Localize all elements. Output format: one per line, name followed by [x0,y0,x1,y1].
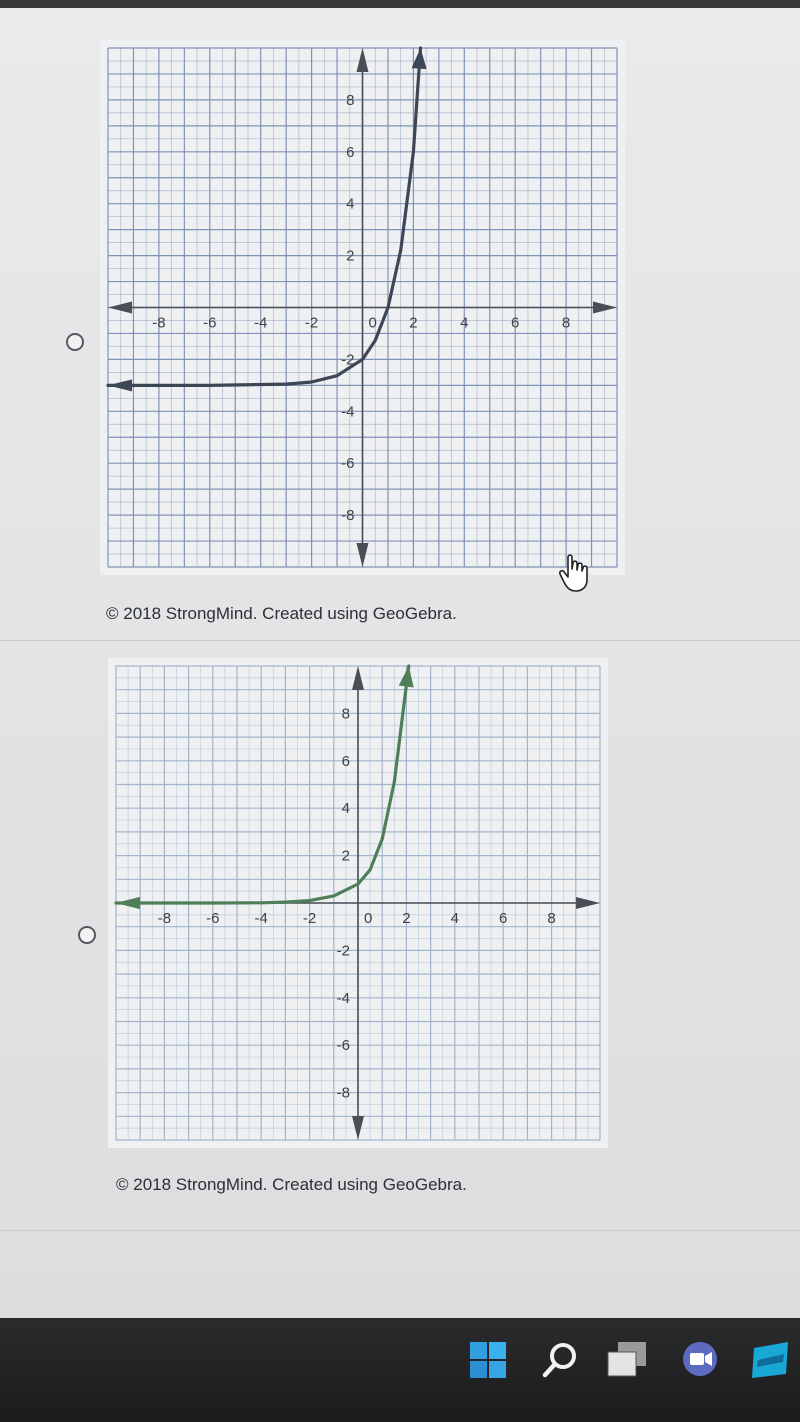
option-2-radio[interactable] [78,926,96,944]
x-tick-label: -6 [203,314,217,332]
x-tick-label: -4 [254,314,268,332]
y-tick-label: 8 [346,91,355,109]
origin-label: 0 [368,314,377,332]
option-1-credit: © 2018 StrongMind. Created using GeoGebra. [106,604,457,623]
option-1-radio[interactable] [66,333,84,351]
x-tick-label: -2 [302,910,317,927]
y-tick-label: -8 [336,1084,350,1102]
y-tick-label: 4 [341,800,350,818]
graph-svg [100,40,625,575]
y-tick-label: -8 [341,507,355,525]
task-view-icon[interactable] [604,1340,652,1380]
x-tick-label: 2 [402,910,411,927]
x-tick-label: 4 [450,910,459,927]
x-tick-label: -8 [152,314,166,332]
option-2-credit: © 2018 StrongMind. Created using GeoGebra. [116,1175,467,1194]
graph-svg [108,658,608,1148]
y-tick-label: -4 [341,403,355,421]
windows-start-icon[interactable] [468,1340,508,1380]
y-tick-label: -6 [341,455,355,473]
x-tick-label: 6 [511,314,520,332]
y-tick-label: -2 [341,351,355,369]
y-tick-label: 2 [346,247,355,265]
origin-label: 0 [364,910,373,927]
y-tick-label: 4 [346,195,355,213]
y-tick-label: 2 [341,847,350,865]
x-tick-label: -4 [254,910,268,927]
option-1-graph [100,40,625,575]
y-tick-label: -2 [336,942,350,960]
x-tick-label: 4 [460,314,469,332]
teams-chat-icon[interactable] [678,1340,722,1380]
y-tick-label: 6 [346,143,355,161]
x-tick-label: -6 [206,910,220,927]
x-tick-label: -8 [157,910,172,927]
taskbar [0,1318,800,1422]
search-icon[interactable] [540,1340,580,1380]
x-tick-label: 6 [499,910,508,927]
app-icon[interactable] [748,1340,792,1380]
window-top-edge [0,0,800,8]
option-2-graph [108,658,608,1148]
y-tick-label: -6 [336,1037,350,1055]
x-tick-label: 8 [561,314,571,332]
y-tick-label: -4 [336,989,350,1007]
divider [0,1230,800,1231]
x-tick-label: -2 [304,314,319,332]
x-tick-label: 8 [547,910,556,927]
y-tick-label: 6 [341,752,350,770]
hand-cursor-icon [558,553,592,593]
x-tick-label: 2 [409,314,418,332]
y-tick-label: 8 [341,705,350,723]
divider [0,640,800,641]
